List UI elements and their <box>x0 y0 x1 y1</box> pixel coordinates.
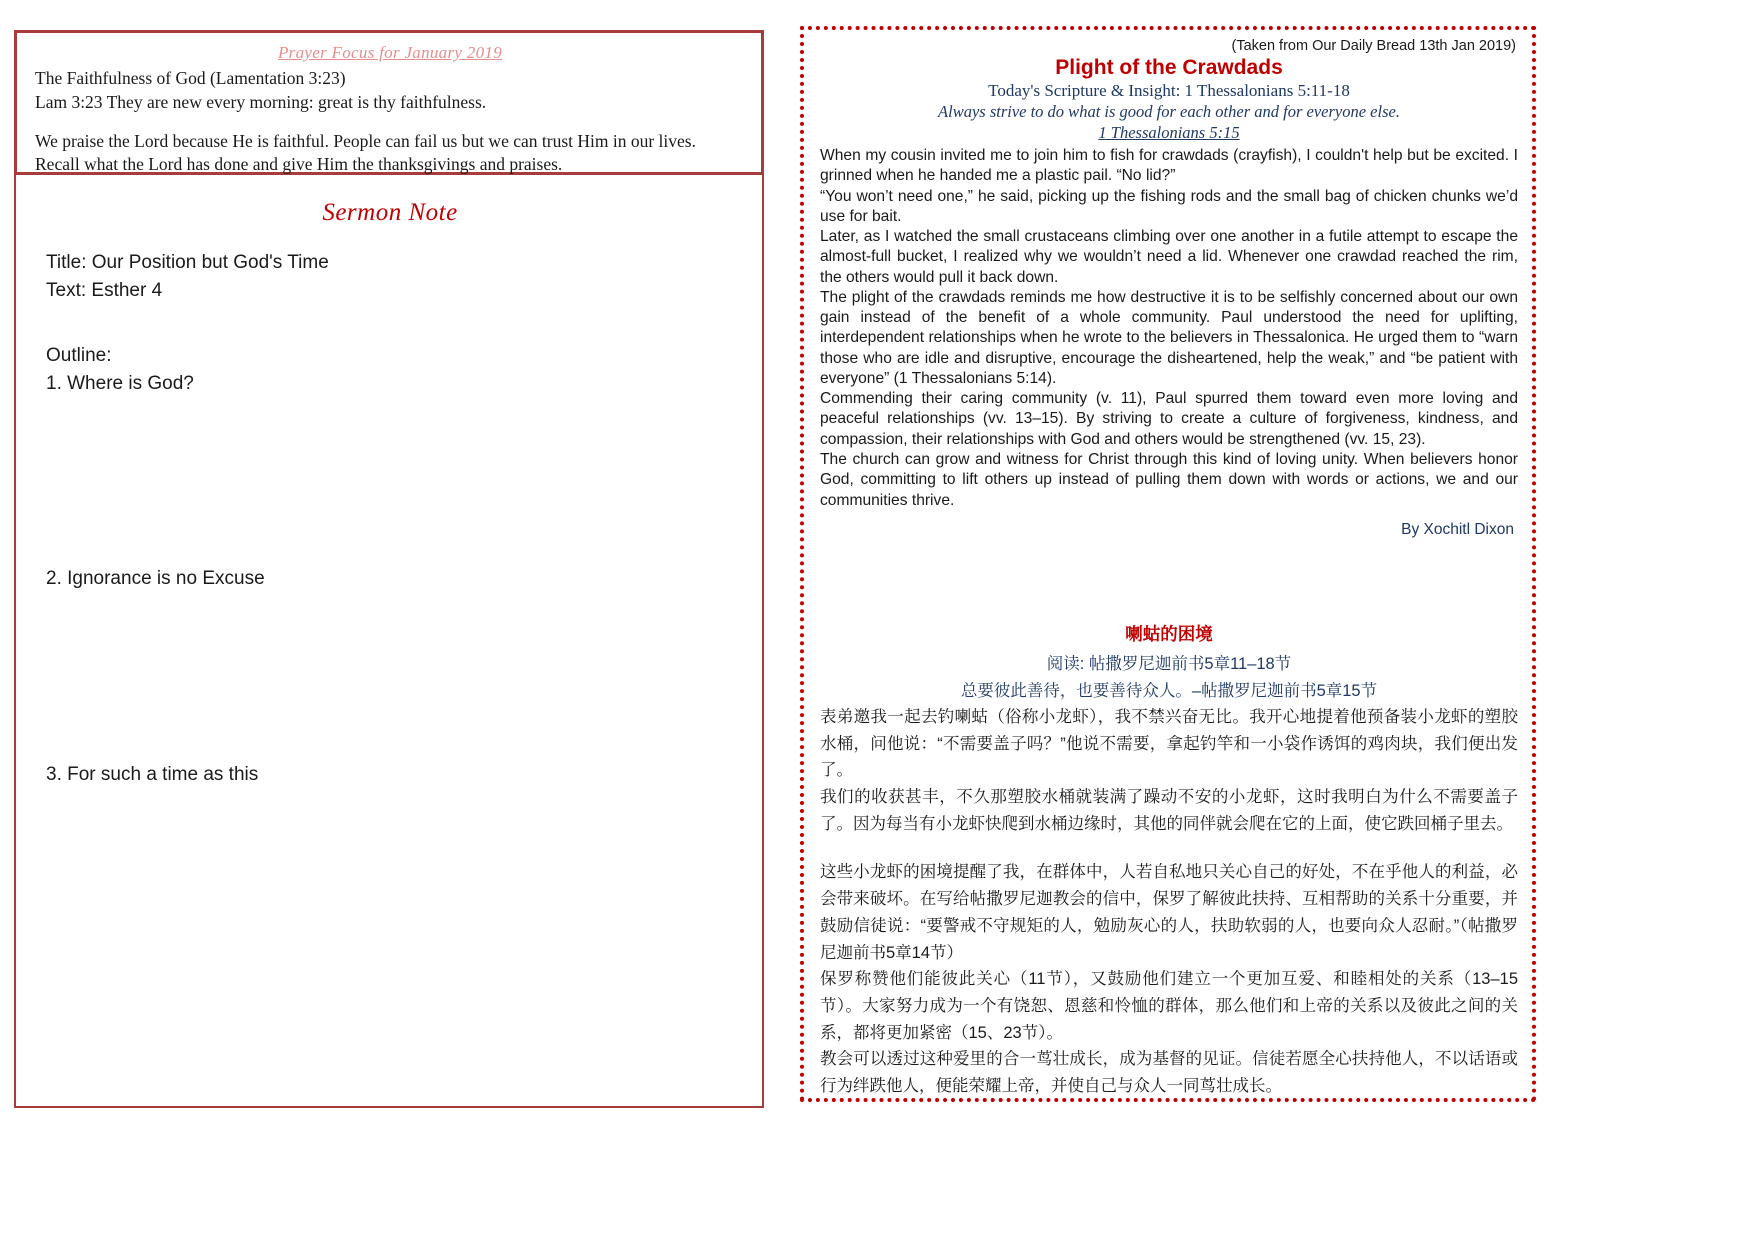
chinese-paragraph-spacer <box>820 837 1518 859</box>
devotional-paragraph-chinese: 保罗称赞他们能彼此关心（11节），又鼓励他们建立一个更加互爱、和睦相处的关系（13–15节）。大家努力成为一个有饶恕、恩慈和怜恤的群体，那么他们和上帝的关系以及彼此之间的关系，都将更加紧密（15、23节）。 <box>820 970 1518 1042</box>
devotional-verse-english: Always strive to do what is good for each other and for everyone else. <box>938 102 1400 121</box>
prayer-focus-box <box>14 30 764 175</box>
sermon-note-point-1: 1. Where is God? <box>46 372 194 394</box>
sermon-note-title: Sermon Note <box>322 199 458 226</box>
sermon-spacer-1 <box>34 304 746 342</box>
sermon-spacer-2 <box>34 527 746 565</box>
sermon-note-point-3: 3. For such a time as this <box>46 763 259 785</box>
sermon-note-outline-label: Outline: <box>46 345 112 367</box>
sermon-note-title-line: Title: Our Position but God's Time <box>46 252 329 273</box>
devotional-paragraph-chinese: 教会可以透过这种爱里的合一茑壮成长，成为基督的见证。信徒若愿全心扶持他人，不以话语或行为绊跌他人，便能荣耀上帝，并使自己与众人一同茑壮成长。 <box>820 1050 1518 1096</box>
prayer-focus-spacer <box>35 115 745 130</box>
devotional-panel <box>800 26 1536 1102</box>
prayer-focus-line-4: Recall what the Lord has done and give Him the thanksgivings and praises. <box>35 154 563 175</box>
sermon-note-point-2: 2. Ignorance is no Excuse <box>46 568 265 590</box>
devotional-paragraph-english: When my cousin invited me to join him to fish for crawdads (crayfish), I couldn't help but be excited. I grinned when he handed me a plastic pail. “No lid?” <box>820 147 1518 185</box>
sermon-writing-space-1 <box>34 397 746 527</box>
prayer-focus-title: Prayer Focus for January 2019 <box>278 43 502 62</box>
devotional-paragraph-chinese: 我们的收获甚丰，不久那塑胶水桶就装满了躁动不安的小龙虾，这时我明白为什么不需要盖子了。因为每当有小龙虾快爬到水桶边缘时，其他的同伴就会爬在它的上面，使它跌回桶子里去。 <box>820 787 1518 833</box>
prayer-focus-line-1: The Faithfulness of God (Lamentation 3:23) <box>35 68 346 88</box>
sermon-spacer-3 <box>34 723 746 761</box>
sermon-note-box <box>14 175 764 1108</box>
devotional-paragraph-chinese: 表弟邀我一起去钓喇蛄（俗称小龙虾），我不禁兴奋无比。我开心地提着他预备装小龙虾的塑胶水桶，问他说：“不需要盖子吗？”他说不需要，拿起钓竿和一小袋作诱饵的鸡肉块，我们便出发了。 <box>820 707 1518 780</box>
devotional-paragraph-english: Commending their caring community (v. 11), Paul spurred them toward even more loving and peaceful relationships (vv. 13–15). By striving to create a culture of forgiveness, kindness, and compassion, their relationships with God and others would be strengthened (vv. 15, 23). <box>820 390 1518 448</box>
devotional-paragraph-english: “You won’t need one,” he said, picking up the fishing rods and the small bag of chicken chunks we’d use for bait. <box>820 187 1518 225</box>
prayer-focus-line-3: We praise the Lord because He is faithful. People can fail us but we can trust Him in our lives. <box>35 130 696 151</box>
devotional-paragraph-chinese: 这些小龙虾的困境提醒了我，在群体中，人若自私地只关心自己的好处，不在乎他人的利益，必会带来破坏。在写给帖撒罗尼迦教会的信中，保罗了解彼此扶持、互相帮助的关系十分重要，并鼓励信徒说：“要警戒不守规矩的人，勉励灰心的人，扶助软弱的人，也要向众人忍耐。”（帖撒罗尼迦前书5章14节） <box>820 863 1518 962</box>
language-section-spacer <box>820 539 1518 619</box>
devotional-verse-chinese: 总要彼此善待，也要善待众人。–帖撒罗尼迦前书5章15节 <box>960 681 1378 700</box>
devotional-scripture-english: Today's Scripture & Insight: 1 Thessalonians 5:11-18 <box>988 81 1350 100</box>
devotional-paragraph-english: The plight of the crawdads reminds me how destructive it is to be selfishly concerned about our own gain instead of the benefit of a whole community. Paul understood the need for uplifting, interdependent relationships when he wrote to the believers in Thessalonica. He urged them to “warn those who are idle and disruptive, encourage the disheartened, help the weak,” and “be patient with everyone” (1 Thessalonians 5:14). <box>820 288 1518 387</box>
devotional-byline: By Xochitl Dixon <box>1401 520 1514 538</box>
devotional-paragraph-english: Later, as I watched the small crustaceans climbing over one another in a futile attempt to escape the almost-full bucket, I realized why we wouldn’t need a lid. Whenever one crawdad reached the rim, the others would pull it back down. <box>820 228 1518 286</box>
devotional-verse-reference-english: 1 Thessalonians 5:15 <box>1098 123 1240 142</box>
source-attribution: (Taken from Our Daily Bread 13th Jan 2019) <box>1231 38 1516 54</box>
devotional-reading-chinese: 阅读: 帖撒罗尼迦前书5章11–18节 <box>1046 654 1292 673</box>
prayer-focus-line-2: Lam 3:23 They are new every morning: great is thy faithfulness. <box>35 91 487 112</box>
sermon-writing-space-3 <box>34 788 746 938</box>
devotional-title-english: Plight of the Crawdads <box>1055 56 1283 79</box>
devotional-title-chinese: 喇蛄的困境 <box>1125 623 1213 644</box>
sermon-writing-space-2 <box>34 593 746 723</box>
devotional-paragraph-english: The church can grow and witness for Christ through this kind of loving unity. When believers honor God, committing to lift others up instead of pulling them down with words or actions, we and our communities thrive. <box>820 450 1518 509</box>
left-column <box>14 30 764 1110</box>
sermon-note-text-line: Text: Esther 4 <box>46 279 163 301</box>
